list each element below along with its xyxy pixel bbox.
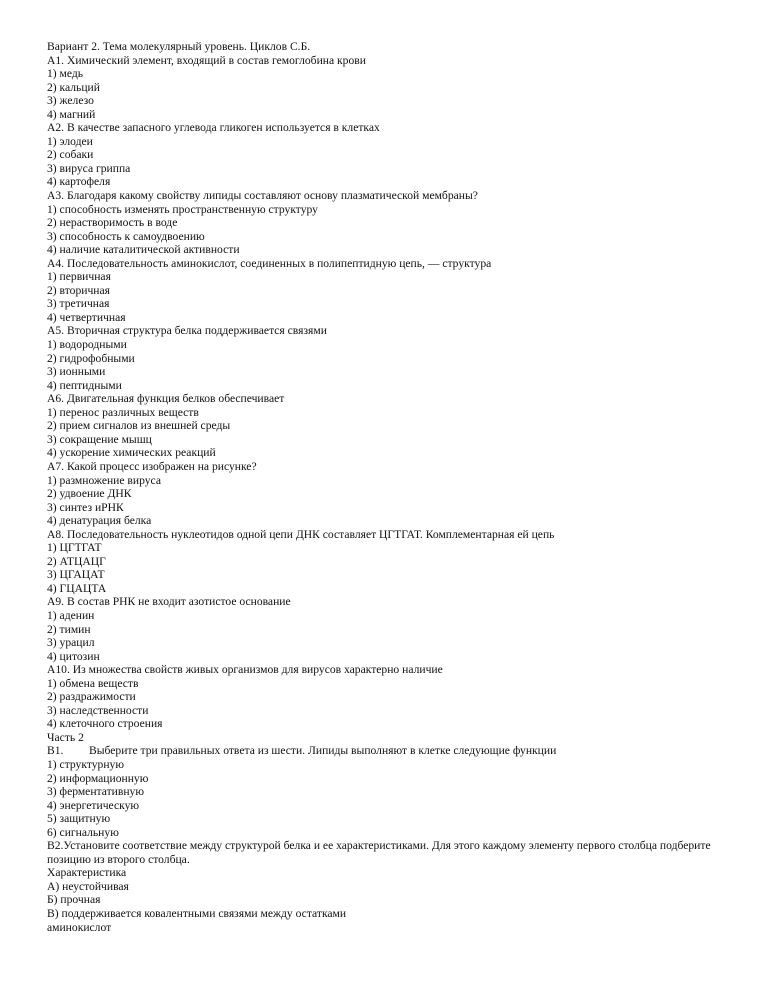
answer-option: 4) энергетическую — [47, 798, 140, 812]
question-text — [47, 744, 737, 758]
answer-option: 1) аденин — [47, 608, 95, 622]
question-text: А1. Химический элемент, входящий в состав гемоглобина крови — [47, 53, 366, 67]
answer-option: 4) клеточного строения — [47, 717, 163, 731]
answer-option: 6) сигнальную — [47, 825, 119, 839]
question-text: А7. Какой процесс изображен на рисунке? — [47, 459, 257, 473]
answer-option: 1) структурную — [47, 757, 125, 771]
answer-option: 1) размножение вируса — [47, 473, 161, 487]
answer-option: 4) денатурация белка — [47, 514, 152, 528]
answer-option: 4) наличие каталитической активности — [47, 243, 240, 257]
answer-option: 3) синтез иРНК — [47, 500, 124, 514]
question-a3 — [47, 189, 737, 257]
question-a10 — [47, 663, 737, 731]
answer-option: 2) кальций — [47, 80, 100, 94]
question-text: А10. Из множества свойств живых организмов для вирусов характерно наличие — [47, 663, 443, 677]
question-a6 — [47, 392, 737, 460]
question-a9 — [47, 595, 737, 663]
question-b2 — [47, 839, 737, 934]
answer-option: 2) прием сигналов из внешней среды — [47, 419, 231, 433]
answer-option: 2) АТЦАЦГ — [47, 554, 106, 568]
answer-option: 3) сокращение мышц — [47, 432, 152, 446]
answer-option: 3) способность к самоудвоению — [47, 229, 205, 243]
question-body: Выберите три правильных ответа из шести. Липиды выполняют в клетке следующие функции — [89, 744, 557, 758]
answer-option: 2) удвоение ДНК — [47, 487, 132, 501]
answer-option: 1) ЦГТГАТ — [47, 541, 102, 555]
question-a7 — [47, 460, 737, 528]
question-b1 — [47, 744, 737, 839]
answer-option: 1) водородными — [47, 338, 127, 352]
question-a5 — [47, 324, 737, 392]
answer-option: 1) перенос различных веществ — [47, 405, 199, 419]
answer-option: 2) раздражимости — [47, 690, 136, 704]
answer-option: аминокислот — [47, 920, 112, 934]
question-text: А9. В состав РНК не входит азотистое основание — [47, 595, 291, 609]
answer-option: 2) собаки — [47, 148, 94, 162]
part2-heading: Часть 2 — [47, 730, 84, 744]
characteristic-heading: Характеристика — [47, 866, 127, 880]
question-text: А6. Двигательная функция белков обеспечивает — [47, 392, 285, 406]
answer-option: 2) гидрофобными — [47, 351, 135, 365]
answer-option: 2) тимин — [47, 622, 91, 636]
answer-option: 4) магний — [47, 107, 96, 121]
answer-option: 3) наследственности — [47, 703, 149, 717]
question-a8 — [47, 528, 737, 596]
question-text: А2. В качестве запасного углевода гликоген используется в клетках — [47, 121, 380, 135]
document-page — [47, 40, 737, 934]
question-text: А5. Вторичная структура белка поддерживается связями — [47, 324, 327, 338]
question-a4 — [47, 257, 737, 325]
answer-option: 2) информационную — [47, 771, 149, 785]
answer-option: 1) элодеи — [47, 134, 93, 148]
question-a2 — [47, 121, 737, 189]
answer-option: 2) вторичная — [47, 283, 110, 297]
answer-option: 5) защитную — [47, 812, 111, 826]
answer-option: 3) железо — [47, 94, 94, 108]
answer-option: В) поддерживается ковалентными связями между остатками — [47, 907, 347, 920]
answer-option: 3) ферментативную — [47, 785, 144, 799]
answer-option: 4) ускорение химических реакций — [47, 446, 216, 460]
question-text: А3. Благодаря какому свойству липиды составляют основу плазматической мембраны? — [47, 189, 478, 203]
answer-option: Б) прочная — [47, 893, 101, 907]
answer-option: 3) ЦГАЦАТ — [47, 568, 105, 582]
answer-option: 1) первичная — [47, 270, 111, 284]
answer-option: 4) четвертичная — [47, 310, 126, 324]
answer-option: 4) картофеля — [47, 175, 111, 189]
answer-option: А) неустойчивая — [47, 879, 129, 893]
question-text: А8. Последовательность нуклеотидов одной цепи ДНК составляет ЦГТГАТ. Комплементарная ей цепь — [47, 527, 555, 541]
answer-option: 1) медь — [47, 67, 84, 81]
answer-option: 2) нерастворимость в воде — [47, 216, 178, 230]
question-label: В1. — [47, 744, 64, 758]
answer-option: 3) третичная — [47, 297, 110, 311]
answer-option: 1) способность изменять пространственную структуру — [47, 202, 318, 216]
answer-option: 3) урацил — [47, 636, 95, 650]
question-text: В2.Установите соответствие между структурой белка и ее характеристиками. Для этого каждому элементу первого столбца подберите позицию из второго столбца. — [47, 839, 711, 866]
answer-option: 4) ГЦАЦТА — [47, 581, 107, 595]
answer-option: 3) вируса гриппа — [47, 161, 131, 175]
answer-option: 3) ионными — [47, 365, 106, 379]
answer-option: 4) пептидными — [47, 378, 122, 392]
answer-option: 1) обмена веществ — [47, 676, 139, 690]
question-a1 — [47, 54, 737, 122]
question-text: А4. Последовательность аминокислот, соединенных в полипептидную цепь, — структура — [47, 256, 492, 270]
document-title: Вариант 2. Тема молекулярный уровень. Циклов С.Б. — [47, 40, 311, 53]
answer-option: 4) цитозин — [47, 649, 100, 663]
